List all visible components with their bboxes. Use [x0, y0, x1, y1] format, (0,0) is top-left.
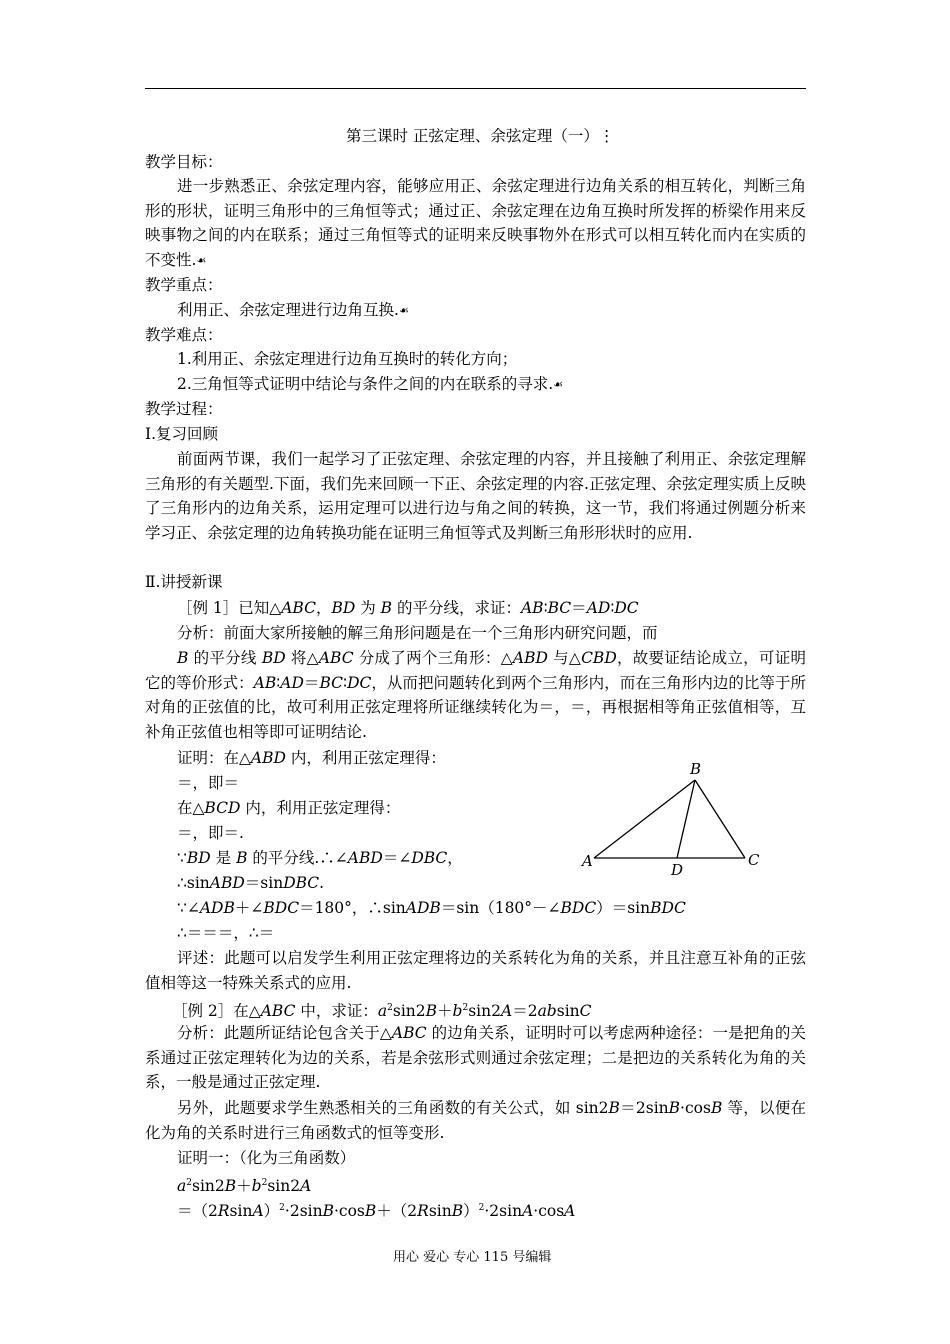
analysis-2: 分析：此题所证结论包含关于△ABC 的边角关系，证明时可以考虑两种途径：一是把角的关系通过正弦定理转化为边的关系，若是余弦形式则通过余弦定理；二是把边的关系转化为角的关系，一般是通过正弦定理. — [145, 1024, 807, 1092]
section-review-heading: Ⅰ.复习回顾 — [145, 425, 219, 443]
vertex-d-label: D — [671, 861, 684, 879]
proof-1-line-7: ∵∠ADB＋∠BDC＝180°，∴sinADB＝sin（180°－∠BDC）＝sinBDC — [177, 899, 686, 917]
comment-1: 评述：此题可以启发学生利用正弦定理将边的关系转化为角的关系，并且注意互补角的正弦值相等这一特殊关系式的应用. — [145, 949, 806, 992]
difficulty-item-1: 1.利用正、余弦定理进行边角互换时的转化方向； — [177, 350, 518, 368]
key-text: 利用正、余弦定理进行边角互换.☙ — [177, 301, 409, 319]
vertex-c-label: C — [748, 851, 760, 869]
proof-1-line-1: 证明：在△ABD 内，利用正弦定理得： — [177, 749, 446, 767]
difficulty-item-2: 2.三角恒等式证明中结论与条件之间的内在联系的寻求.☙ — [177, 375, 564, 393]
proof-2-line-2: $=(2RsinA)^2\cdot 2\sin B\cdot\cos B+(2RsinB)^2\cdot 2\sin A\cdot\cos A$ — [177, 1202, 576, 1220]
goals-heading: 教学目标： — [145, 153, 223, 171]
example-2: ［例 2］在△ABC 中，求证：$a^2\sin 2B+b^2\sin 2A=2absinC$ — [172, 1002, 592, 1020]
page-title: 第三课时 正弦定理、余弦定理（一）⋮ — [346, 127, 615, 145]
vertex-b-label: B — [690, 760, 702, 778]
triangle-figure — [580, 755, 770, 880]
proof-2-line-1: $a^2\sin 2B+b^2\sin 2A$ — [177, 1177, 312, 1195]
inline-mark-icon: ☙ — [196, 253, 207, 267]
inline-mark-icon: ☙ — [398, 304, 409, 317]
side-bc — [695, 780, 745, 858]
key-heading: 教学重点： — [145, 276, 223, 294]
proof-1-line-5: ∵BD 是 B 的平分线.∴∠ABD＝∠DBC， — [177, 849, 463, 867]
header-rule — [145, 88, 806, 89]
process-heading: 教学过程： — [145, 400, 223, 418]
goals-paragraph: 进一步熟悉正、余弦定理内容，能够应用正、余弦定理进行边角关系的相互转化，判断三角形的形状，证明三角形中的三角恒等式；通过正、余弦定理在边角互换时所发挥的桥梁作用来反映事物之间的内在联系；通过三角恒等式的证明来反映事物外在形式可以相互转化而内在实质的不变性.☙ — [145, 177, 806, 269]
proof-1-line-4: ＝，即＝. — [177, 824, 244, 842]
analysis-1: 分析：前面大家所接触的解三角形问题是在一个三角形内研究问题，而 — [177, 624, 658, 642]
proof-1-line-2: ＝，即＝ — [177, 774, 240, 792]
proof-1-line-8: ∴＝＝＝，∴＝ — [177, 924, 275, 942]
proof-1-line-6: ∴sinABD＝sinDBC. — [177, 874, 325, 892]
extra-note: 另外，此题要求学生熟悉相关的三角函数的有关公式，如 sin2B＝2sinB·cosB 等，以便在化为角的关系时进行三角函数式的恒等变形. — [145, 1099, 806, 1142]
vertex-a-label: A — [582, 852, 593, 870]
review-paragraph: 前面两节课，我们一起学习了正弦定理、余弦定理的内容，并且接触了利用正、余弦定理解三角形的有关题型.下面，我们先来回顾一下正、余弦定理的内容.正弦定理、余弦定理实质上反映了三角形内的边角关系，运用定理可以进行边与角之间的转换，这一节，我们将通过例题分析来学习正、余弦定理的边角转换功能在证明三角恒等式及判断三角形形状时的应用. — [145, 450, 806, 542]
page-footer: 用心 爱心 专心 115 号编辑 — [393, 1250, 552, 1265]
proof-1-line-3: 在△BCD 内，利用正弦定理得： — [177, 799, 401, 817]
section-new-heading: Ⅱ.讲授新课 — [145, 573, 223, 591]
difficulty-heading: 教学难点： — [145, 326, 223, 344]
proof-2-heading: 证明一：（化为三角函数） — [177, 1149, 356, 1167]
inline-mark-icon: ☙ — [553, 378, 564, 391]
example-1: ［例 1］已知△ABC，BD 为 B 的平分线，求证：AB∶BC＝AD∶DC — [177, 599, 639, 617]
analysis-1-continued: B 的平分线 BD 将△ABC 分成了两个三角形：△ABD 与△CBD，故要证结论成立，可证明它的等价形式：AB∶AD＝BC∶DC，从而把问题转化到两个三角形内，而在三角形内边的比等于所对角的正弦值的比，故可利用正弦定理将所证继续转化为＝，＝，再根据相等角正弦值相等，互补角正弦值也相等即可证明结论. — [145, 649, 806, 741]
